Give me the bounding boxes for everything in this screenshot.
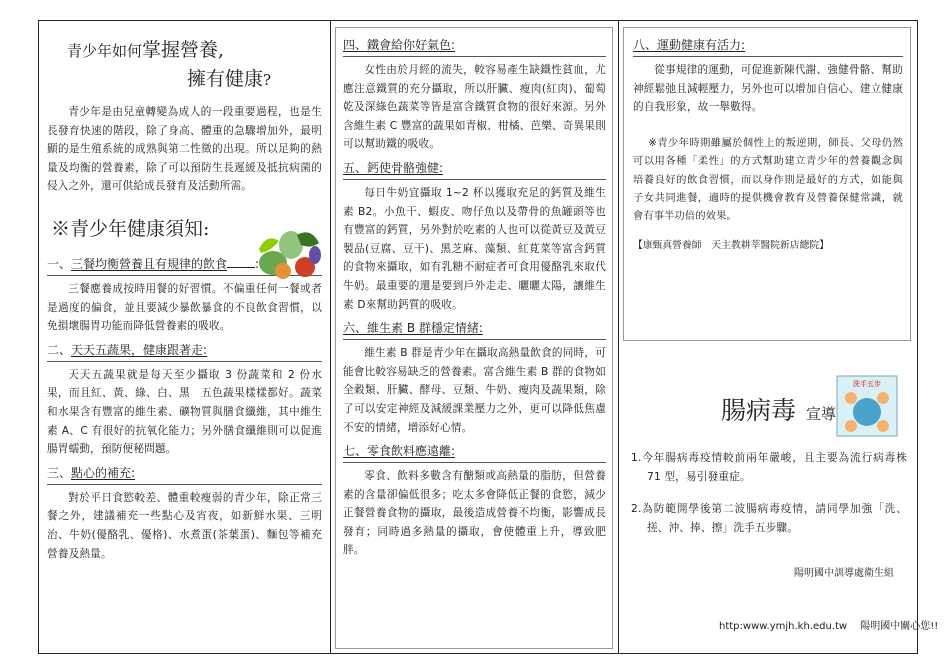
enterovirus-notices — [631, 449, 907, 537]
handwashing-poster-icon — [837, 376, 897, 436]
section-3-heading: 三、點心的補充: — [47, 465, 136, 480]
divider — [633, 56, 903, 57]
divider — [47, 484, 322, 485]
section-5-text: 每日牛奶宜攝取 1~2 杯以獲取充足的鈣質及維生素 B2。小魚干、蝦皮、吻仔魚以及帶骨的魚罐頭等也有豐富的鈣質，另外對於吃素的人也可以從黃豆及黃豆製品(豆腐、豆干)、黑芝麻、藻類、紅莧菜等富含鈣質的食物來攝取，如有乳糖不耐症者可食用優酪乳來取代牛奶。最重要的還是要到戶外走走、曬曬太陽，讓維生素 D來幫助鈣質的吸收。 — [343, 186, 606, 311]
divider — [343, 179, 606, 180]
section-3-text: 對於平日食慾較差、體重較瘦弱的青少年，除正常三餐之外，建議補充一些點心及宵夜，如新鮮水果、三明治、牛奶(優酪乳、優格)、水煮蛋(茶葉蛋)、麵包等補充營養及熱量。 — [47, 491, 322, 560]
section-2-heading: 二、天天五蔬果，健康跟著走: — [47, 342, 208, 357]
signature-department: 陽明國中訓導處衛生組 — [794, 568, 894, 579]
section-6-text: 維生素 B 群是青少年在攝取高熱量飲食的同時，可能會比較容易缺乏的營養素。富含維生素 B 群的食物如全穀類、肝臟、酵母、豆類、牛奶、瘦肉及蔬果類，除了可以安定神經及減緩課業壓力之外，更可以降低焦慮不安的情緒，增添好心情。 — [343, 347, 606, 434]
column-3 — [619, 21, 939, 653]
main-title-line1: 青少年如何掌握營養, — [67, 39, 225, 61]
author-credit: 【康甄真營養師 天主教耕莘醫院新店總院】 — [633, 239, 829, 251]
divider — [47, 361, 322, 362]
parent-guidance-note: ※青少年時期雖屬於個性上的叛逆期，師長、父母仍然可以用各種「柔性」的方式幫助建立青少年的營養觀念與培養良好的飲食習慣，而以身作則是最好的方式，如能與子女共同進餐，適時的提供機會教育及營養保健常識，就會有事半功倍的效果。 — [633, 137, 903, 223]
divider — [343, 56, 606, 57]
school-url-line: http:www.ymjh.kh.edu.tw 陽明國中關心您!! — [719, 621, 939, 632]
section-6-heading: 六、維生素 B 群穩定情緒: — [343, 321, 483, 336]
enterovirus-title: 腸病毒 宣導 — [721, 396, 837, 425]
section-1-heading: 一、三餐均衡營養且有規律的飲食 : — [47, 256, 260, 271]
divider — [343, 462, 606, 463]
brochure-page — [38, 20, 939, 654]
column-1 — [39, 21, 330, 653]
school-url[interactable]: http:www.ymjh.kh.edu.tw — [719, 621, 848, 632]
column-2 — [331, 21, 618, 653]
vegetables-icon — [253, 223, 325, 285]
main-title-line2: 擁有健康? — [187, 68, 272, 90]
section-8-heading: 八、運動健康有活力: — [633, 38, 746, 52]
notice-item-1: 1.今年腸病毒疫情較前兩年嚴峻，且主要為流行病毒株 71 型，易引發重症。 — [631, 452, 907, 483]
section-2-text: 天天五蔬果就是每天至少攝取 3 份蔬菜和 2 份水果，而且紅、黃、綠、白、黑 五色蔬果樣樣都好。蔬菜和水果含有豐富的維生素、礦物質與膳食纖維，其中維生素 A、C 有很好的抗氧化能力；另外膳食纖維則可以促進腸胃蠕動，預防便秘問題。 — [47, 368, 322, 456]
section-7-text: 零食、飲料多數含有醣類或高熱量的脂肪，但營養素的含量卻偏低很多；吃太多會降低正餐的食慾，減少正餐營養食物的攝取，最後造成營養不均衡，影響成長發育；同時過多熱量的攝取，會使體重上升，導致肥胖。 — [343, 470, 606, 557]
section-5-heading: 五、鈣使骨骼強健: — [343, 160, 444, 175]
section-8-text: 從事規律的運動，可促進新陳代謝、強健骨骼、幫助神經鬆弛且減輕壓力，另外也可以增加自信心、建立健康的自我形象，故一舉數得。 — [633, 64, 903, 114]
notice-item-2: 2.為防範開學後第二波腸病毒疫情，請同學加強「洗、搓、沖、捧、擦」洗手五步驟。 — [631, 503, 907, 534]
section-7-heading: 七、零食飲料應遠離: — [343, 444, 456, 459]
intro-paragraph: 青少年是由兒童轉變為成人的一段重要過程，也是生長發育快速的階段，除了身高、體重的急驟增加外，最明顯的是生殖系統的成熟與第二性徵的出現。所以足夠的熱量及均衡的營養素，除了可以預防生長遲緩及抵抗病菌的侵入之外，還可供給成長發育及活動所需。 — [47, 106, 322, 193]
section-1-text: 三餐應養成按時用餐的好習慣。不偏重任何一餐或者是過度的偏食，並且要減少暴飲暴食的不良飲食習慣，以免損壞腸胃功能而降低營養素的吸收。 — [47, 282, 322, 333]
divider — [343, 339, 606, 340]
health-notice-heading: ※青少年健康須知: — [51, 217, 210, 240]
section-4-heading: 四、鐵會給你好氣色: — [343, 38, 456, 52]
poster-label: 洗手五步 — [853, 380, 881, 388]
section-4-text: 女性由於月經的流失，較容易產生缺鐵性貧血，尤應注意鐵質的充分攝取，所以肝臟、瘦肉(紅肉)、葡萄乾及深綠色蔬菜等皆是富含鐵質食物的很好來源。另外含維生素 C 豐富的蔬果如青椒、柑橘、芭樂、奇異果則可以幫助鐵的吸收。 — [343, 64, 606, 151]
